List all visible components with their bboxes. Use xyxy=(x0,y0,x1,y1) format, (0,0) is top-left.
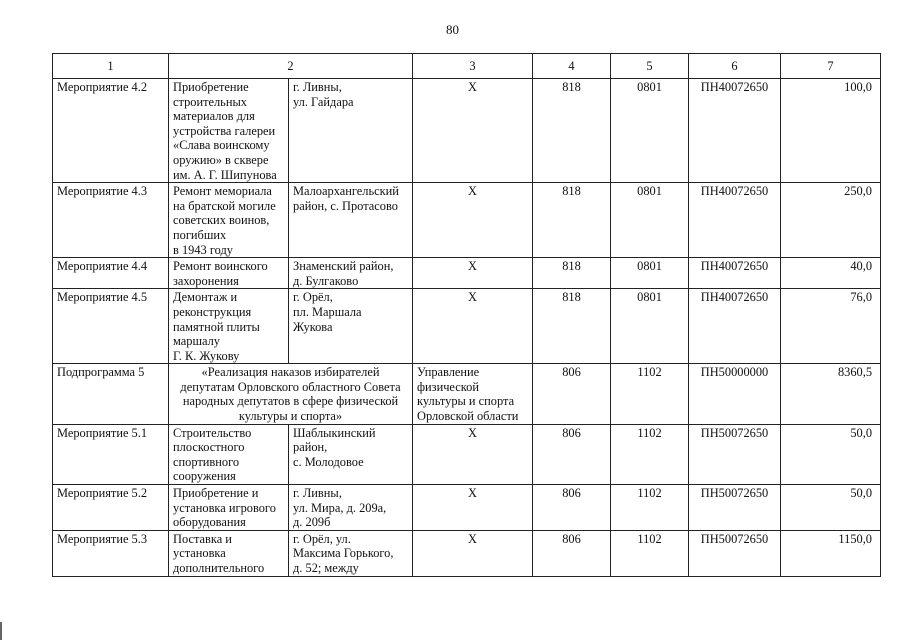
row-col6: ПН50072650 xyxy=(689,424,781,484)
header-col-7: 7 xyxy=(781,54,881,79)
row-description-line: установка xyxy=(173,546,226,561)
row-location-line: г. Ливны, xyxy=(293,80,342,94)
row-location xyxy=(289,485,413,531)
row-description-line: Ремонт мемориала xyxy=(173,184,272,199)
row-description xyxy=(169,424,289,484)
row-col5: 1102 xyxy=(611,424,689,484)
table-row xyxy=(53,289,881,364)
row-location-line: ул. Мира, д. 209а, xyxy=(293,500,387,515)
row-description xyxy=(169,364,413,424)
table-row xyxy=(53,183,881,258)
row-executor-line: Х xyxy=(468,259,477,274)
row-description xyxy=(169,183,289,258)
row-col4: 818 xyxy=(533,183,611,258)
header-col-6: 6 xyxy=(689,54,781,79)
row-location xyxy=(289,79,413,183)
row-executor-line: Х xyxy=(468,486,477,501)
row-col7: 250,0 xyxy=(781,183,881,258)
row-executor-line: физической xyxy=(417,379,479,394)
row-location-line: район, xyxy=(293,440,328,455)
row-description-line: захоронения xyxy=(173,273,239,288)
row-description-line: материалов для xyxy=(173,109,255,124)
row-col4: 806 xyxy=(533,530,611,576)
row-col5: 0801 xyxy=(611,258,689,289)
row-description-line: «Реализация наказов избирателей xyxy=(201,365,380,380)
row-description-line: спортивного xyxy=(173,454,240,469)
row-description-line: реконструкция xyxy=(173,304,252,319)
row-location-line: д. 209б xyxy=(293,515,331,530)
row-col4: 818 xyxy=(533,289,611,364)
row-description-line: на братской могиле xyxy=(173,198,276,213)
row-col6: ПН50072650 xyxy=(689,530,781,576)
row-location-line: пл. Маршала xyxy=(293,304,362,319)
row-executor-line: Х xyxy=(468,425,477,440)
row-description-line: «Слава воинскому xyxy=(173,138,270,153)
row-col7: 50,0 xyxy=(781,485,881,531)
row-location-line: Малоархангельский xyxy=(293,184,399,199)
row-location xyxy=(289,183,413,258)
row-description-line: строительных xyxy=(173,94,247,109)
row-col6: ПН40072650 xyxy=(689,183,781,258)
row-col7: 50,0 xyxy=(781,424,881,484)
header-col-4: 4 xyxy=(533,54,611,79)
row-executor-line: Управление xyxy=(417,365,480,380)
row-description-line: оборудования xyxy=(173,515,246,530)
header-col-3: 3 xyxy=(413,54,533,79)
row-description-line: маршалу xyxy=(173,334,220,349)
row-location-line: Жукова xyxy=(293,319,333,334)
row-name: Мероприятие 4.2 xyxy=(53,79,169,183)
row-description-line: Поставка и xyxy=(173,531,232,546)
table-row xyxy=(53,530,881,576)
row-description-line: Строительство xyxy=(173,425,252,440)
row-name: Подпрограмма 5 xyxy=(53,364,169,424)
row-description-line: Демонтаж и xyxy=(173,290,238,305)
row-description-line: погибших xyxy=(173,227,227,242)
row-executor xyxy=(413,424,533,484)
row-executor-line: Х xyxy=(468,184,477,199)
row-col5: 0801 xyxy=(611,79,689,183)
row-executor xyxy=(413,530,533,576)
row-description-line: установка игрового xyxy=(173,500,276,515)
budget-table xyxy=(52,53,881,577)
row-name: Мероприятие 4.4 xyxy=(53,258,169,289)
row-name: Мероприятие 5.2 xyxy=(53,485,169,531)
row-executor xyxy=(413,289,533,364)
row-col6: ПН50072650 xyxy=(689,485,781,531)
row-col4: 818 xyxy=(533,258,611,289)
row-col5: 1102 xyxy=(611,530,689,576)
row-location xyxy=(289,424,413,484)
row-description-line: в 1943 году xyxy=(173,242,233,257)
row-col5: 1102 xyxy=(611,485,689,531)
row-location xyxy=(289,289,413,364)
table-row xyxy=(53,79,881,183)
row-description-line: народных депутатов в сфере физической xyxy=(182,394,399,409)
header-col-2: 2 xyxy=(169,54,413,79)
row-executor xyxy=(413,485,533,531)
row-col7: 40,0 xyxy=(781,258,881,289)
row-description-line: Приобретение xyxy=(173,80,249,94)
row-description-line: оружию» в сквере xyxy=(173,152,269,167)
row-col5: 0801 xyxy=(611,183,689,258)
table-row xyxy=(53,424,881,484)
table-row xyxy=(53,485,881,531)
row-description xyxy=(169,79,289,183)
row-col5: 1102 xyxy=(611,364,689,424)
header-col-1: 1 xyxy=(53,54,169,79)
row-name: Мероприятие 4.5 xyxy=(53,289,169,364)
row-description-line: плоскостного xyxy=(173,440,245,455)
header-col-5: 5 xyxy=(611,54,689,79)
row-col7: 76,0 xyxy=(781,289,881,364)
margin-mark xyxy=(0,622,2,640)
row-location-line: с. Молодовое xyxy=(293,454,364,469)
row-location-line: Знаменский район, xyxy=(293,259,394,274)
row-executor xyxy=(413,79,533,183)
row-executor xyxy=(413,364,533,424)
row-col6: ПН40072650 xyxy=(689,258,781,289)
row-location-line: г. Ливны, xyxy=(293,486,342,501)
row-description-line: Ремонт воинского xyxy=(173,259,268,274)
row-col5: 0801 xyxy=(611,289,689,364)
row-description-line: памятной плиты xyxy=(173,319,260,334)
row-name: Мероприятие 5.3 xyxy=(53,530,169,576)
row-location-line: д. Булгаково xyxy=(293,273,359,288)
row-col4: 806 xyxy=(533,485,611,531)
row-executor xyxy=(413,183,533,258)
row-executor-line: Х xyxy=(468,531,477,546)
row-executor-line: Орловской области xyxy=(417,409,519,424)
row-description-line: культуры и спорта» xyxy=(238,409,343,424)
table-row xyxy=(53,364,881,424)
row-description xyxy=(169,289,289,364)
row-description-line: дополнительного xyxy=(173,561,265,575)
row-col7: 8360,5 xyxy=(781,364,881,424)
page-number: 80 xyxy=(446,22,459,37)
row-description xyxy=(169,258,289,289)
table-body xyxy=(53,79,881,577)
row-executor-line: культуры и спорта xyxy=(417,394,515,409)
row-executor-line: Х xyxy=(468,80,477,94)
row-col7: 100,0 xyxy=(781,79,881,183)
row-description-line: советских воинов, xyxy=(173,213,270,228)
row-col4: 806 xyxy=(533,424,611,484)
row-col6: ПН40072650 xyxy=(689,289,781,364)
header-row xyxy=(53,54,881,79)
row-col7: 1150,0 xyxy=(781,530,881,576)
row-description-line: депутатам Орловского областного Совета xyxy=(180,379,401,394)
row-description-line: Г. К. Жукову xyxy=(173,348,240,363)
row-location-line: Максима Горького, xyxy=(293,546,394,561)
row-description-line: им. А. Г. Шипунова xyxy=(173,167,277,182)
row-location-line: д. 52; между xyxy=(293,561,359,575)
row-name: Мероприятие 4.3 xyxy=(53,183,169,258)
row-location-line: район, с. Протасово xyxy=(293,198,398,213)
row-location xyxy=(289,258,413,289)
row-col6: ПН50000000 xyxy=(689,364,781,424)
row-location-line: г. Орёл, xyxy=(293,290,333,305)
row-name: Мероприятие 5.1 xyxy=(53,424,169,484)
row-executor-line: Х xyxy=(468,290,477,305)
row-location-line: ул. Гайдара xyxy=(293,94,354,109)
row-location-line: г. Орёл, ул. xyxy=(293,531,351,546)
table-row xyxy=(53,258,881,289)
row-description xyxy=(169,530,289,576)
row-description xyxy=(169,485,289,531)
row-executor xyxy=(413,258,533,289)
row-description-line: Приобретение и xyxy=(173,486,259,501)
row-description-line: сооружения xyxy=(173,469,236,484)
row-col4: 806 xyxy=(533,364,611,424)
row-description-line: устройства галереи xyxy=(173,123,276,138)
row-col6: ПН40072650 xyxy=(689,79,781,183)
row-col4: 818 xyxy=(533,79,611,183)
row-location xyxy=(289,530,413,576)
row-location-line: Шаблыкинский xyxy=(293,425,376,440)
